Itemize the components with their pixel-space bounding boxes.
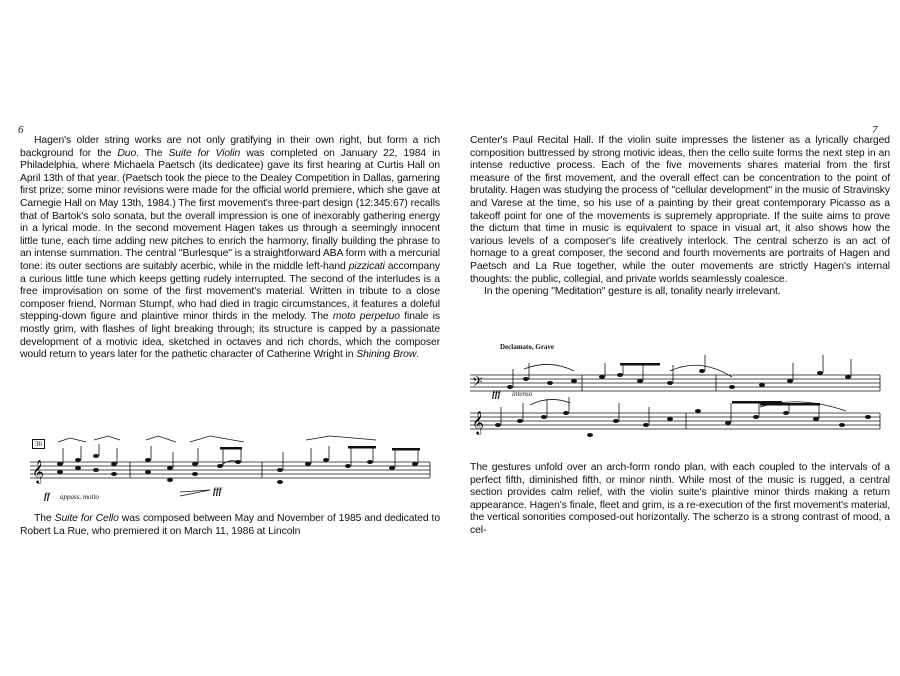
right-paragraph-1: Center's Paul Recital Hall. If the violin suite impresses the listener as a lyrically charged composition buttressed by strong motivic ideas, then the cello suite forms the next step in an intense reductive process. Each of the five movements shares material from the first measure of the first movement, and the overall effect can be concentration to the point of brutality. Hagen was studying the process of "cellular development" in the music of Stravinsky and Varese at the time, so his use of a painting by their great contemporary Picasso as a takeoff point for one of the movements is supremely appropriate. If the suite aims to prove the dictum that time in music is equivalent to space in visual art, it also shows how the various levels of a composer's life creatively interlock. The central scherzo is an act of homage to a great composer, the second and fourth movements are portraits of Hagen and Paetsch and La Rue together, while the outer movements are strictly Hagen's internal thoughts: the public, collegial, and private worlds seamlessly coalesce. (470, 135, 890, 285)
right-paragraph-2: In the opening "Meditation" gesture is all, tonality nearly irrelevant. (484, 286, 781, 298)
right-column-lower (470, 462, 890, 538)
dynamic-marking-2: fff (213, 486, 222, 496)
cello-staves (470, 341, 890, 459)
treble-clef-icon: 𝄞 (32, 459, 44, 483)
right-page-number: 7 (872, 124, 878, 136)
right-column-upper (470, 135, 890, 299)
left-column-lower (20, 513, 440, 538)
tempo-marking: Declamato, Grave (500, 343, 555, 351)
notes (57, 454, 418, 484)
bass-clef-icon: 𝄢 (472, 374, 483, 393)
measure-number: 36 (32, 439, 45, 449)
violin-music-excerpt (30, 434, 440, 506)
dynamic-marking: fff (492, 389, 501, 399)
expression-marking: intenso (512, 390, 533, 398)
right-paragraph-3: The gestures unfold over an arch-form rondo plan, with each coupled to the intervals of a perfect fifth, diminished fifth, or minor ninth. While most of the music is rugged, a central section provides calm relief, with the violin suite's plaintive minor thirds making a return appearance. Hagen's finale, fleet and grim, is a re-execution of the first movement's material, the vertical sonorities composed-out horizontally. The scherzo is a strong contrast of mood, a cel- (470, 462, 890, 536)
dynamic-marking: ff (44, 491, 50, 501)
left-page-number: 6 (18, 124, 24, 136)
left-column-upper (20, 135, 440, 362)
cello-music-excerpt (470, 341, 890, 459)
left-paragraph-2: The Suite for Cello was composed between May and November of 1985 and dedicated to Robert La Rue, who premiered it on March 11, 1986 at Lincoln (20, 513, 440, 537)
cello-notes (495, 363, 871, 437)
treble-clef-icon: 𝄞 (472, 410, 484, 434)
expression-marking: appass. molto (60, 493, 99, 501)
left-paragraph-1: Hagen's older string works are not only gratifying in their own right, but form a rich background for the Duo. The Suite for Violin was completed on January 22, 1984 in Philadelphia, where Michaela Paetsch (its dedicatee) gave its first hearing at Curtis Hall on April 13th of that year. (Paetsch took the piece to the Dealey Competition in Dallas, garnering first prize; some minor revisions were made for the official world premiere, which she gave at Carnegie Hall on May 13th, 1984.) The first movement's three-part design (12:345:67) recalls that of Bartok's solo sonata, but the overall impression is one of inexorably gathering energy in a lyrical mode. In the second movement Hagen takes us through a seemingly innocent little tune, each time adding new pitches to enrich the harmony, finally building the phrase to an intense summation. The central "Burlesque" is a straightforward ABA form with a mercurial tone: its outer sections are suitably acerbic, while in the middle left-hand pizzicati accompany a curious little tune which keeps getting rudely interrupted. The second of the interludes is a free improvisation on some of the first movement's material. Written in tribute to a close composer friend, Norman Stumpf, who had died in tragic circumstances, it features a doleful stepping-down figure and plaintive minor thirds in the melody. The moto perpetuo finale is mostly grim, with flashes of light breaking through; its structure is capped by a passionate development of a motivic idea, sketched in octaves and rich chords, which the composer would return to years later for the pathetic character of Catherine Wright in Shining Brow. (20, 135, 440, 361)
